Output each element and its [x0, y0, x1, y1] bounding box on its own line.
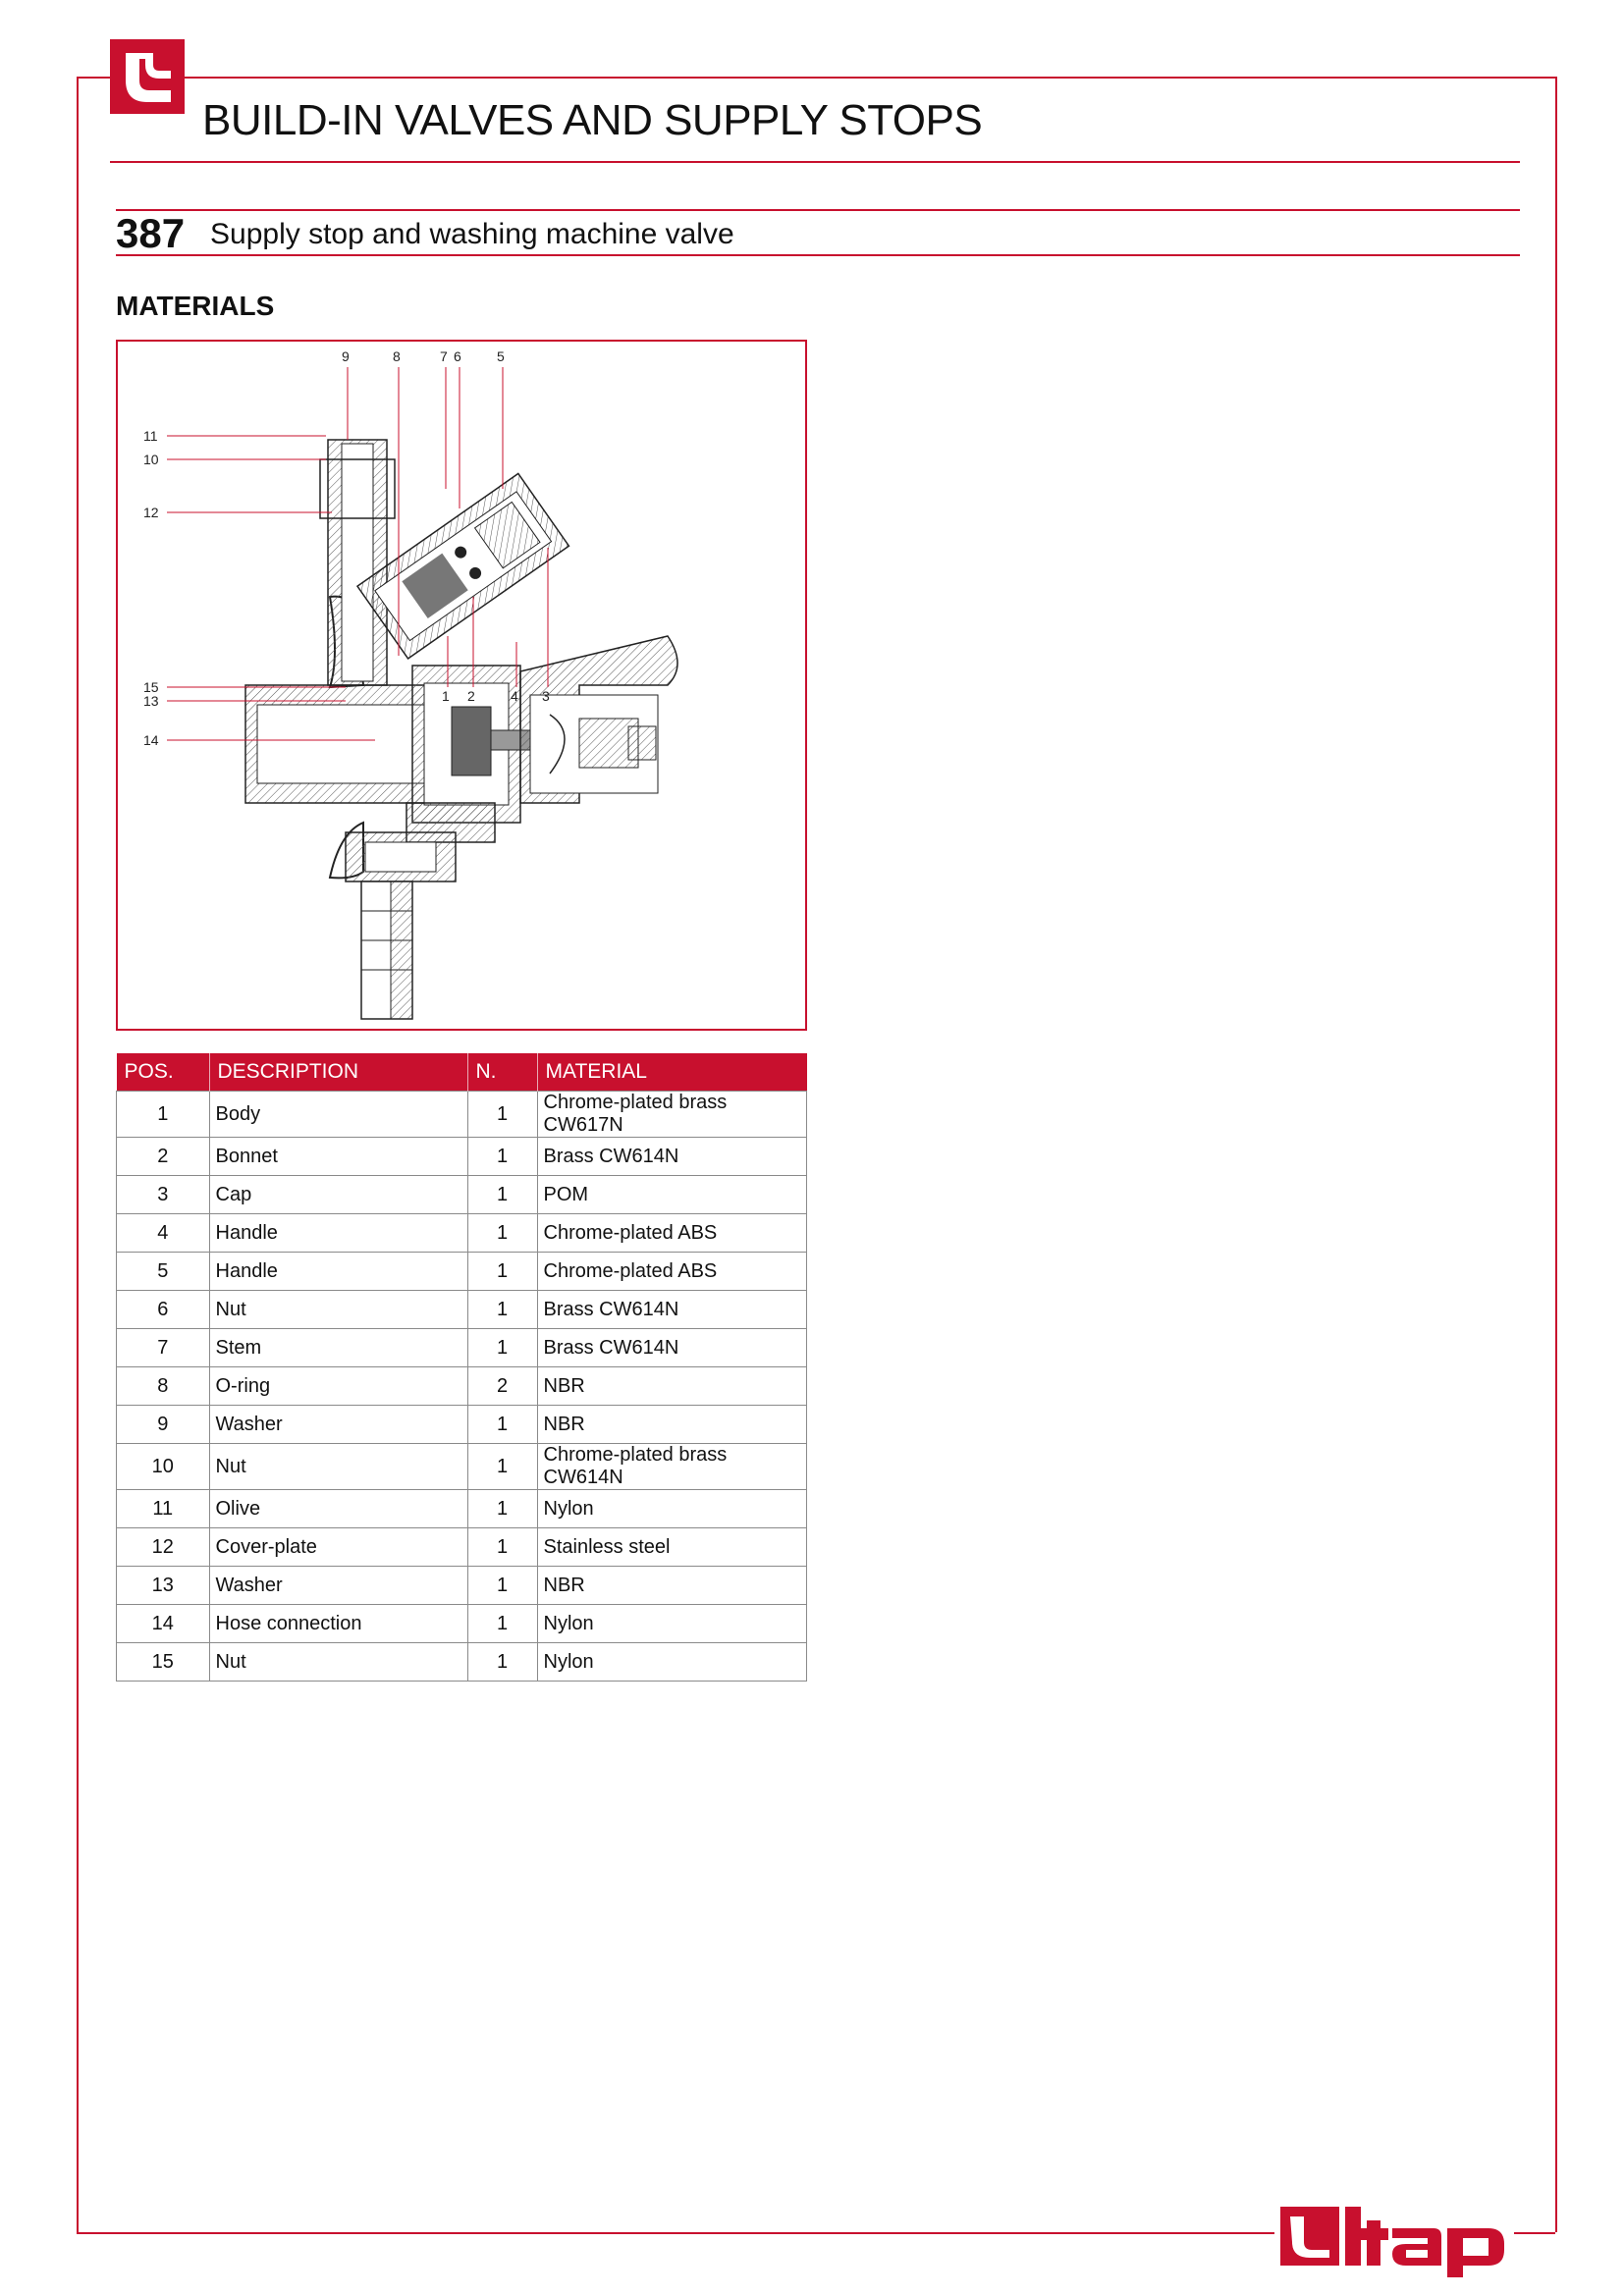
cell-material: Brass CW614N: [537, 1329, 807, 1367]
cell-pos: 11: [117, 1490, 210, 1528]
cell-pos: 15: [117, 1643, 210, 1682]
materials-table: [116, 1053, 807, 1682]
cell-pos: 14: [117, 1605, 210, 1643]
table-row: [117, 1291, 807, 1329]
product-divider-top: [116, 209, 1520, 211]
cell-material: POM: [537, 1176, 807, 1214]
cell-material: Chrome-plated brass CW614N: [537, 1444, 807, 1490]
table-header-row: [117, 1053, 807, 1092]
cell-material: NBR: [537, 1367, 807, 1406]
callout-11: 11: [143, 428, 158, 444]
callout-14: 14: [143, 732, 159, 748]
cell-description: Cover-plate: [209, 1528, 467, 1567]
callout-7: 7: [440, 348, 448, 364]
cell-n: 1: [467, 1567, 537, 1605]
table-row: [117, 1367, 807, 1406]
cell-material: Chrome-plated brass CW617N: [537, 1092, 807, 1138]
header-pos: POS.: [117, 1053, 210, 1092]
cell-description: O-ring: [209, 1367, 467, 1406]
cell-pos: 5: [117, 1253, 210, 1291]
table-row: [117, 1329, 807, 1367]
cell-material: Nylon: [537, 1490, 807, 1528]
cell-pos: 9: [117, 1406, 210, 1444]
table-row: [117, 1528, 807, 1567]
cell-material: Nylon: [537, 1605, 807, 1643]
table-row: [117, 1643, 807, 1682]
table-row: [117, 1176, 807, 1214]
header-description: DESCRIPTION: [209, 1053, 467, 1092]
header-n: N.: [467, 1053, 537, 1092]
cell-material: Nylon: [537, 1643, 807, 1682]
valve-cross-section-drawing: [116, 340, 807, 1031]
table-row: [117, 1567, 807, 1605]
table-row: [117, 1138, 807, 1176]
itap-logo: [1280, 2203, 1508, 2277]
cell-n: 1: [467, 1291, 537, 1329]
cell-n: 1: [467, 1253, 537, 1291]
cell-description: Handle: [209, 1253, 467, 1291]
page-frame-bottom: [77, 2232, 1274, 2234]
section-title: MATERIALS: [116, 291, 275, 321]
product-divider-bottom: [116, 254, 1520, 256]
callout-6: 6: [454, 348, 461, 364]
page-frame-left: [77, 77, 79, 2232]
page-frame-right: [1555, 77, 1557, 2232]
product-name: Supply stop and washing machine valve: [210, 218, 734, 250]
cell-material: Brass CW614N: [537, 1138, 807, 1176]
callout-3: 3: [542, 688, 550, 704]
cell-description: Cap: [209, 1176, 467, 1214]
cell-description: Olive: [209, 1490, 467, 1528]
cell-material: Chrome-plated ABS: [537, 1253, 807, 1291]
page-frame-bottom-right: [1514, 2232, 1555, 2234]
pipe-bend-icon: [110, 39, 185, 114]
callout-1: 1: [442, 688, 450, 704]
cell-pos: 4: [117, 1214, 210, 1253]
cell-description: Washer: [209, 1567, 467, 1605]
callout-12: 12: [143, 505, 159, 520]
cell-description: Washer: [209, 1406, 467, 1444]
cell-pos: 6: [117, 1291, 210, 1329]
cell-description: Nut: [209, 1643, 467, 1682]
cell-pos: 8: [117, 1367, 210, 1406]
callout-2: 2: [467, 688, 475, 704]
table-row: [117, 1444, 807, 1490]
callout-9: 9: [342, 348, 350, 364]
cell-n: 1: [467, 1138, 537, 1176]
cell-description: Handle: [209, 1214, 467, 1253]
callout-4: 4: [511, 688, 518, 704]
product-code: 387: [116, 210, 186, 256]
callout-10: 10: [143, 452, 159, 467]
page-title: BUILD-IN VALVES AND SUPPLY STOPS: [202, 96, 983, 144]
cell-n: 1: [467, 1406, 537, 1444]
cell-material: NBR: [537, 1406, 807, 1444]
cell-pos: 1: [117, 1092, 210, 1138]
cell-material: Stainless steel: [537, 1528, 807, 1567]
cell-material: Brass CW614N: [537, 1291, 807, 1329]
cell-description: Stem: [209, 1329, 467, 1367]
cell-n: 1: [467, 1490, 537, 1528]
cell-pos: 12: [117, 1528, 210, 1567]
cell-n: 1: [467, 1329, 537, 1367]
cell-n: 1: [467, 1092, 537, 1138]
cell-material: NBR: [537, 1567, 807, 1605]
title-divider: [110, 161, 1520, 163]
callout-5: 5: [497, 348, 505, 364]
table-row: [117, 1490, 807, 1528]
cell-n: 1: [467, 1176, 537, 1214]
cell-n: 1: [467, 1444, 537, 1490]
callout-15: 15: [143, 679, 159, 695]
cell-pos: 10: [117, 1444, 210, 1490]
table-row: [117, 1253, 807, 1291]
cell-pos: 2: [117, 1138, 210, 1176]
cell-n: 1: [467, 1528, 537, 1567]
cell-n: 2: [467, 1367, 537, 1406]
cell-n: 1: [467, 1214, 537, 1253]
cell-description: Hose connection: [209, 1605, 467, 1643]
cell-description: Bonnet: [209, 1138, 467, 1176]
callout-13: 13: [143, 693, 159, 709]
cell-description: Nut: [209, 1291, 467, 1329]
cell-description: Nut: [209, 1444, 467, 1490]
cell-pos: 13: [117, 1567, 210, 1605]
callout-8: 8: [393, 348, 401, 364]
cell-description: Body: [209, 1092, 467, 1138]
table-row: [117, 1605, 807, 1643]
table-row: [117, 1214, 807, 1253]
cell-material: Chrome-plated ABS: [537, 1214, 807, 1253]
page-frame-top: [77, 77, 1555, 79]
header-material: MATERIAL: [537, 1053, 807, 1092]
cell-pos: 3: [117, 1176, 210, 1214]
cell-pos: 7: [117, 1329, 210, 1367]
table-row: [117, 1406, 807, 1444]
cell-n: 1: [467, 1643, 537, 1682]
cell-n: 1: [467, 1605, 537, 1643]
table-row: [117, 1092, 807, 1138]
